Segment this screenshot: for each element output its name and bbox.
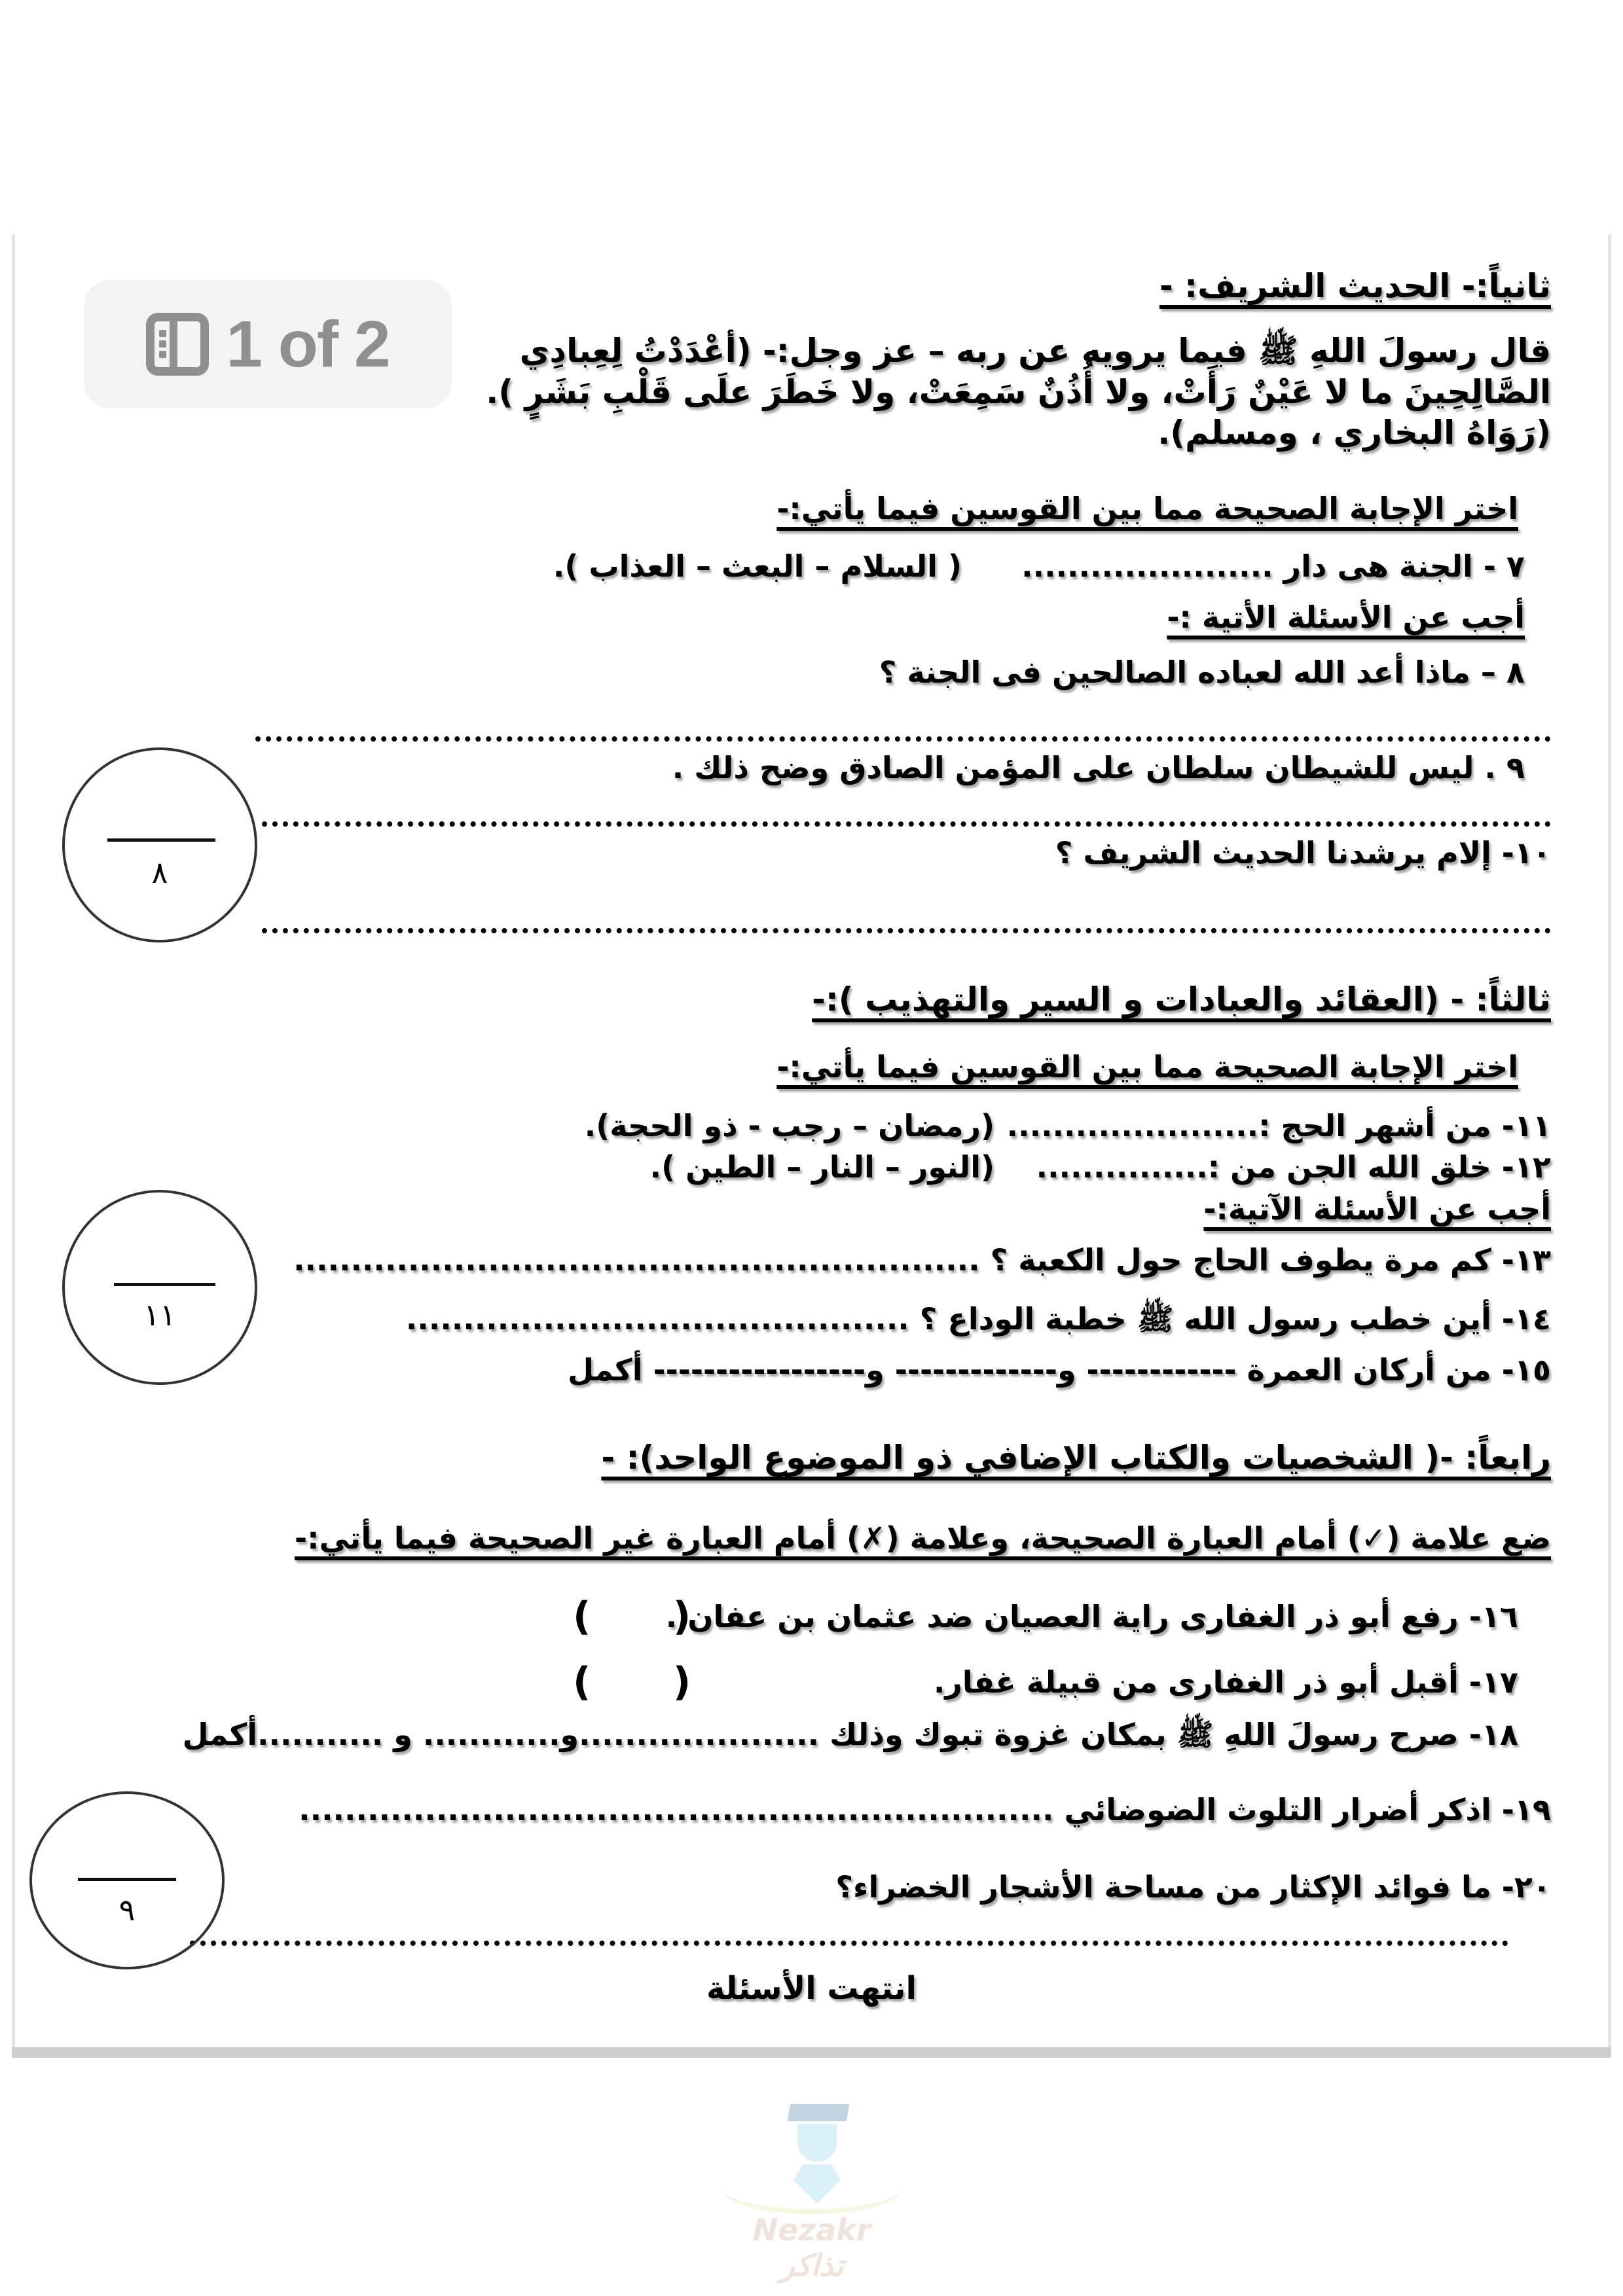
grade-max-score: ١١ (143, 1297, 176, 1333)
end-of-questions: انتهت الأسئلة (706, 1970, 917, 2007)
page-bottom-edge (12, 2047, 1611, 2058)
section4-mark-instruction: ضع علامة (✓) أمام العبارة الصحيحة، وعلامة (✗) أمام العبارة غير الصحيحة فيما يأتي:- (295, 1520, 1551, 1556)
hadith-line-1: قال رسولَ اللهِ ﷺ فيما يرويه عن ربه – عز وجل:- (أعْدَدْتُ لِعِبادِي الصَّالِحِينَ ما لا عَيْنٌ رَأَتْ، ولا أُذُنٌ (519, 332, 1551, 411)
question-8: ٨ – ماذا أعد الله لعباده الصالحين فى الجنة ؟ (879, 655, 1525, 690)
question-16: ١٦- رفع أبو ذر الغفارى راية العصيان ضد عثمان بن عفان . (665, 1599, 1518, 1634)
section2-answer-instruction: أجب عن الأسئلة الأتية :- (1167, 600, 1525, 635)
question-14: ١٤- أين خطب رسول الله ﷺ خطبة الوداع ؟ ............................................ (405, 1301, 1551, 1336)
question-13: ١٣- كم مرة يطوف الحاج حول الكعبة ؟ ............................................................ (293, 1242, 1551, 1278)
student-head-icon (797, 2124, 837, 2162)
section3-heading: ثالثاً: - (العقائد والعبادات و السير والتهذيب ):- (812, 980, 1551, 1018)
answer-line-q10[interactable] (262, 928, 1551, 933)
question-10: ١٠- إلام يرشدنا الحديث الشريف ؟ (1055, 835, 1551, 870)
answer-box-q17[interactable]: ( ) (573, 1659, 691, 1705)
question-20: ٢٠- ما فوائد الإكثار من مساحة الأشجار الخضراء؟ (835, 1869, 1551, 1905)
section2-heading: ثانياً:- الحديث الشريف: - (1159, 267, 1551, 305)
question-12-options: (النور – النار – الطين ). (649, 1149, 994, 1185)
hadith-text (478, 331, 1551, 454)
answer-box-q16[interactable]: ( ) (573, 1594, 691, 1640)
grade-circle-section4 (29, 1791, 225, 1969)
answer-line-q8[interactable] (255, 736, 1551, 742)
question-7-options: ( السلام – البعث – العذاب ). (553, 548, 962, 584)
question-9: ٩ . ليس للشيطان سلطان على المؤمن الصادق وضح ذلك . (672, 750, 1525, 785)
question-17: ١٧- أقبل أبو ذر الغفارى من قبيلة غفار. (933, 1664, 1518, 1700)
sidebar-pages-icon (146, 313, 209, 376)
grade-circle-section3 (62, 1190, 257, 1385)
section3-choose-instruction: اختر الإجابة الصحيحة مما بين القوسين فيما يأتي:- (776, 1049, 1518, 1085)
question-12: ١٢- خلق الله الجن من :............... (1036, 1149, 1551, 1185)
section2-choose-instruction: اختر الإجابة الصحيحة مما بين القوسين فيما يأتي:- (776, 491, 1518, 526)
grade-fraction-line (107, 838, 215, 842)
hadith-line-2: سَمِعَتْ، ولا خَطَرَ علَى قَلْبِ بَشَرٍ ). (رَوَاهُ البخاري ، ومسلم). (486, 372, 1551, 452)
graduation-cap-icon (788, 2104, 850, 2121)
grade-fraction-line (78, 1878, 176, 1881)
answer-line-q20[interactable] (190, 1941, 1508, 1946)
question-19: ١٩- اذكر أضرار التلوث الضوضائي .................................................................. (299, 1792, 1551, 1827)
question-15: ١٥- من أركان العمرة ------------ و------------- و----------------- أكمل (568, 1352, 1551, 1388)
section4-heading: رابعاً: -( الشخصيات والكتاب الإضافي ذو الموضوع الواحد): - (601, 1439, 1551, 1477)
nezakr-watermark-logo (720, 2104, 903, 2283)
question-18: ١٨- صرح رسولَ اللهِ ﷺ بمكان غزوة تبوك وذلك .....................و............ و ...........أكمل (182, 1717, 1518, 1752)
open-book-icon (720, 2160, 903, 2214)
grade-fraction-line (114, 1283, 215, 1286)
grade-max-score: ٨ (151, 855, 168, 890)
answer-line-q9[interactable] (262, 821, 1551, 827)
grade-circle-section2 (62, 747, 257, 942)
question-7: ٧ - الجنة هى دار ...................... (1021, 548, 1525, 584)
question-11: ١١- من أشهر الحج :...................... (1006, 1108, 1551, 1143)
section3-answer-instruction: أجب عن الأسئلة الآتية:- (1203, 1191, 1551, 1227)
grade-max-score: ٩ (119, 1892, 136, 1928)
page-indicator[interactable] (84, 280, 452, 408)
page-indicator-text: 1 of 2 (226, 307, 390, 381)
question-11-options: (رمضان – رجب - ذو الحجة). (584, 1108, 994, 1143)
watermark-brand-text: Nezakr تذاكر (752, 2212, 871, 2283)
